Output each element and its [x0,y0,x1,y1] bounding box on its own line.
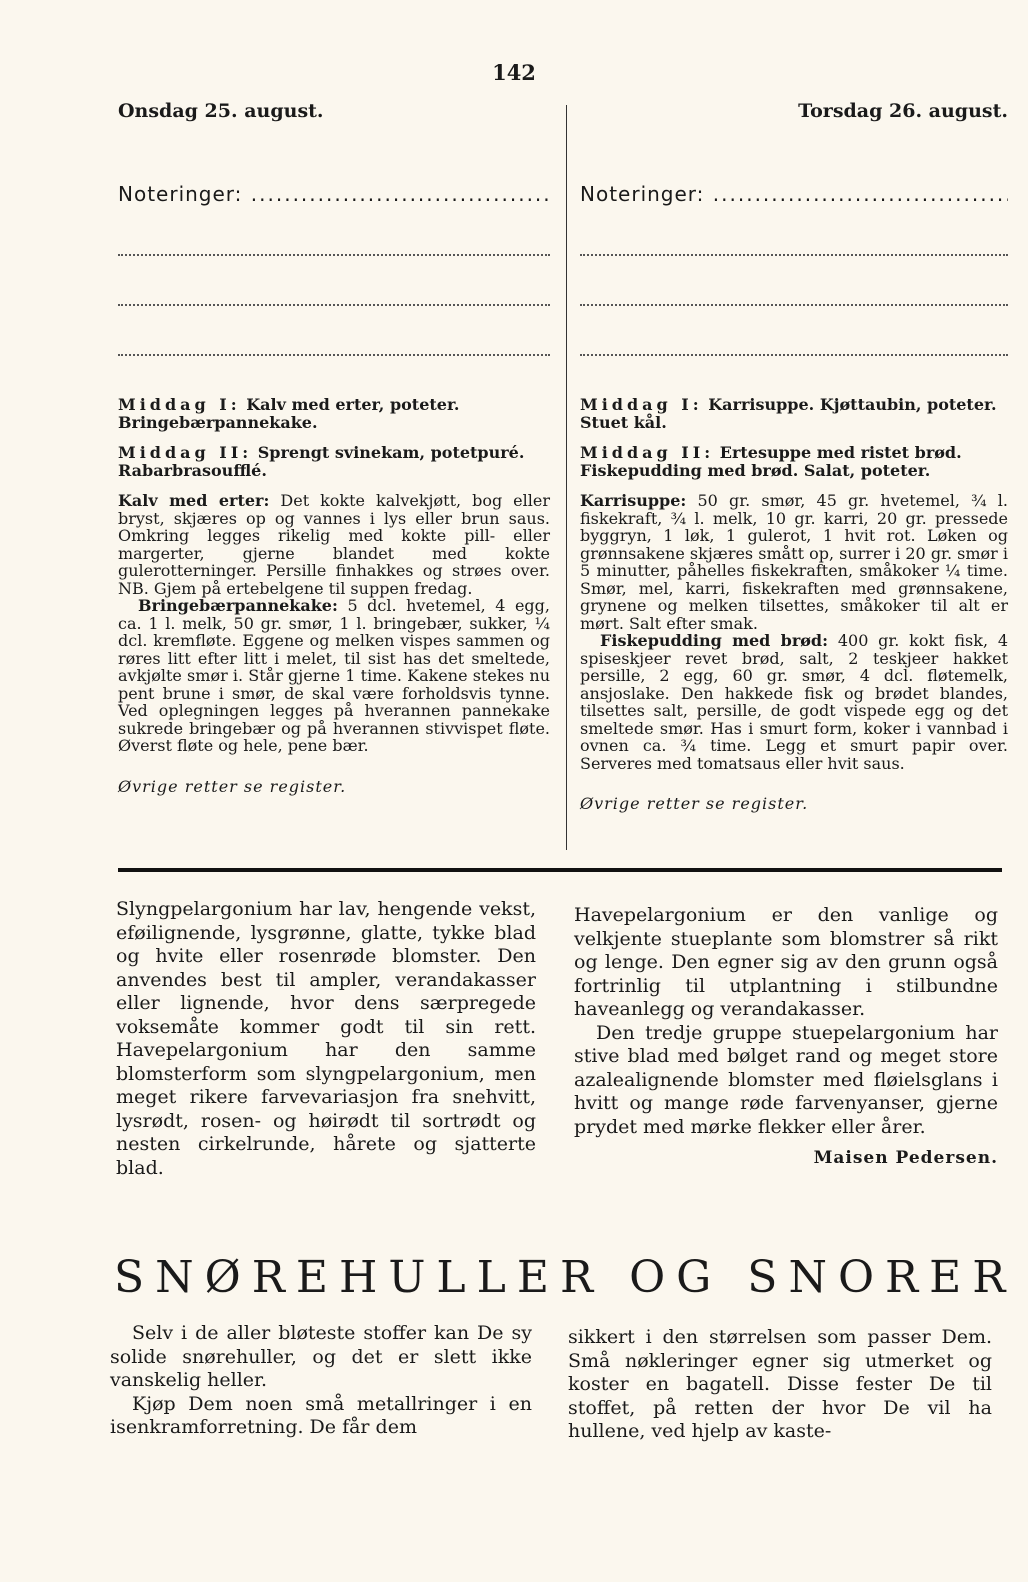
right-recipe-2-text: 400 gr. kokt fisk, 4 spiseskjeer revet brød, salt, 2 teskjeer hakket persille, 2 egg, 60 gr. smør, 4 dcl. fløtemelk, ansjoslake. Den hakkede fisk og brødet blandes, tilsettes salt, persille, de godt vispede egg og det smeltede smør. Has i smurt form, koker i vannbad i ovnen ca. ¾ time. Legg et smurt papir over. Serveres med tomatsaus eller hvit saus. [580,631,1009,773]
right-menu-2-text: Ertesuppe med ristet brød. Fiskepudding med brød. Salat, poteter. [580,443,962,480]
right-recipes [580,492,1008,772]
article-paragraph: Den tredje gruppe stuepelargonium har stive blad med bølget rand og meget store azalealignende blomster med fløielsglans i hvitt og mange røde farvenyanser, gjerne prydet med mørke flekker eller årer. [574,1021,998,1138]
left-day-column [118,100,550,796]
left-notes-line [118,256,550,306]
left-menu [118,396,550,480]
left-recipe-2 [118,597,550,755]
article-paragraph: Havepelargonium er den vanlige og velkjente stueplante som blomstrer så rikt og lenge. Den egner sig av den grunn også fortrinlig til utplantning i stilbundne haveanlegg og verandakasser. [574,904,998,1020]
left-notes-line [118,206,550,256]
left-recipe-1-text: Det kokte kalvekjøtt, bog eller bryst, skjæres op og vannes i lys eller brun saus. Omkring legges rikelig med kokte pill- eller margerter, gjerne blandet med kokte gulerotterninger. Persille finhakkes og strøes over. NB. Gjem på ertebelgene til suppen fredag. [118,491,550,598]
left-menu-2 [118,444,550,480]
article-left-column [116,898,536,1180]
bottom-paragraph: sikkert i den størrelsen som passer Dem. Små nøkleringer egner sig utmerket og koster en bagatell. Disse fester De til stoffet, på retten der hvor De vil ha hullene, ved hjelp av kaste- [568,1326,992,1442]
right-recipe-1-name: Karrisuppe: [580,491,687,510]
right-day-column [580,100,1008,813]
right-notes-line [580,306,1008,356]
bottom-article-left-column [110,1322,532,1440]
left-other-dishes-note: Øvrige retter se register. [118,776,347,796]
right-notes-line [580,256,1008,306]
right-other-dishes-note: Øvrige retter se register. [580,794,809,813]
right-notes-label: Noteringer: ..... [580,182,1008,206]
right-menu-1-text: Karrisuppe. Kjøttaubin, poteter. Stuet kål. [580,395,997,432]
right-recipe-1-text: 50 gr. smør, 45 gr. hvetemel, ¾ l. fiskekraft, ¾ l. melk, 10 gr. karri, 20 gr. pressede byggryn, 1 løk, 1 gulerot, 1 hvit rot. Løken og grønnsakene skjæres smått op, surrer i 20 gr. smør i 5 minutter, påhelles fiskekraften, småkoker ¼ time. Smør, mel, karri, fiskekraften med grønnsakene, grynene og melken tilsettes, småkoker til alt er mørt. Salt efter smak. [580,491,1009,633]
left-menu-2-label: Middag II: [118,443,253,462]
left-day-title: Onsdag 25. august. [118,100,324,122]
column-divider [566,105,567,850]
left-notes-label: Noteringer: ..... [118,182,550,206]
bottom-paragraph: Selv i de aller bløteste stoffer kan De sy solide snørehuller, og det er slett ikke vanskelig heller. [110,1322,532,1391]
article-author: Maisen Pedersen. [813,1148,998,1168]
right-recipe-1 [580,492,1008,632]
right-menu-2 [580,444,1008,480]
left-recipe-2-text: 5 dcl. hvetemel, 4 egg, ca. 1 l. melk, 50 gr. smør, 1 l. bringebær, sukker, ¼ dcl. kremfløte. Eggene og melken vispes sammen og røres litt efter litt i melet, til sist has det smeltede, avkjølte smør i. Står gjerne 1 time. Kakene stekes nu pent brune i smør, de skal være forholdsvis tynne. Ved oplegningen legges på hverannen pannekake sukrede bringebær og på hverannen stivvispet fløte. Øverst fløte og hele, pene bær. [118,596,551,755]
right-recipe-2 [580,632,1008,772]
left-menu-1-label: Middag I: [118,395,241,414]
right-menu-2-label: Middag II: [580,443,715,462]
right-menu-1-label: Middag I: [580,395,703,414]
left-menu-1-text: Kalv med erter, poteter. Bringebærpannekake. [118,395,460,432]
left-recipe-1-name: Kalv med erter: [118,491,270,510]
right-menu [580,396,1008,480]
right-day-title: Torsdag 26. august. [798,100,1008,122]
left-menu-2-text: Sprengt svinekam, potetpuré. Rabarbrasoufflé. [118,443,525,480]
left-recipe-2-name: Bringebærpannekake: [138,596,338,615]
bottom-paragraph: Kjøp Dem noen små metallringer i en isenkramforretning. De får dem [110,1392,532,1438]
left-notes-line [118,306,550,356]
right-notes-line [580,206,1008,256]
bottom-article-right-column [568,1326,992,1444]
article-paragraph: Slyngpelargonium har lav, hengende vekst, eføilignende, lysgrønne, glatte, tykke blad og hvite eller rosenrøde blomster. Den anvendes best til ampler, verandakasser eller lignende, hvor dens særpregede voksemåte kommer godt til sin rett. Havepelargonium har den samme blomsterform som slyngpelargonium, men meget rikere farvevariasjon fra snehvitt, lysrødt, rosen- og høirødt til sortrødt og nesten cirkelrunde, hårete og sjatterte blad. [116,898,536,1179]
section-rule [118,868,1002,872]
right-recipe-2-name: Fiskepudding med brød: [600,631,829,650]
left-recipes [118,492,550,755]
right-menu-1 [580,396,1008,432]
left-menu-1 [118,396,550,432]
left-recipe-1 [118,492,550,597]
article-right-column [574,904,998,1171]
page-number: 142 [492,60,536,85]
headline: SNØREHULLER OG SNORER [114,1252,1017,1303]
